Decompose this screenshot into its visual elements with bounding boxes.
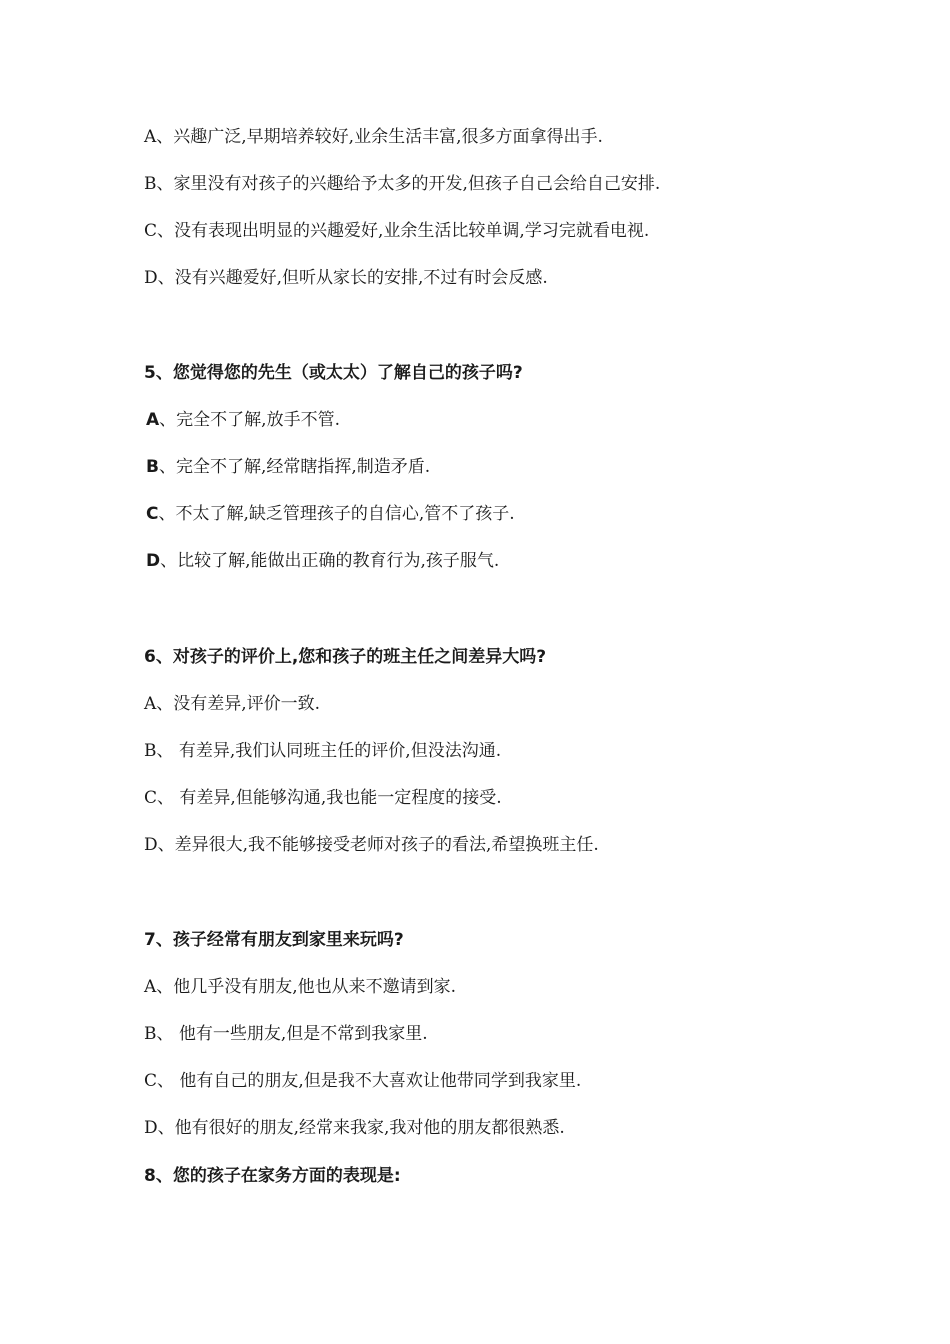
q5-option-c [146, 502, 515, 526]
q5-option-c-text: 、不太了解,缺乏管理孩子的自信心,管不了孩子. [158, 504, 515, 524]
q5-option-c-letter: C [146, 504, 159, 524]
q4-option-d: D、没有兴趣爱好,但听从家长的安排,不过有时会反感. [144, 268, 548, 288]
q7-option-d: D、他有很好的朋友,经常来我家,我对他的朋友都很熟悉. [144, 1118, 565, 1138]
q4-option-a: A、兴趣广泛,早期培养较好,业余生活丰富,很多方面拿得出手. [144, 127, 603, 147]
q5-option-b-text: 、完全不了解,经常瞎指挥,制造矛盾. [158, 457, 431, 477]
q5-option-d-text: 、比较了解,能做出正确的教育行为,孩子服气. [160, 551, 500, 571]
q7-option-a: A、他几乎没有朋友,他也从来不邀请到家. [144, 977, 457, 997]
q4-option-b: B、家里没有对孩子的兴趣给予太多的开发,但孩子自己会给自己安排. [144, 174, 661, 194]
q7-option-c: C、 他有自己的朋友,但是我不大喜欢让他带同学到我家里. [144, 1071, 582, 1091]
q5-option-d-letter: D [146, 551, 161, 571]
q6-option-a: A、没有差异,评价一致. [144, 694, 321, 714]
q8-question: 8、您的孩子在家务方面的表现是: [144, 1166, 401, 1186]
q5-option-a-letter: A [146, 410, 160, 430]
q5-option-b [146, 455, 430, 479]
q6-option-d: D、差异很大,我不能够接受老师对孩子的看法,希望换班主任. [144, 835, 599, 855]
q5-question: 5、您觉得您的先生（或太太）了解自己的孩子吗? [144, 363, 523, 383]
q4-option-c: C、没有表现出明显的兴趣爱好,业余生活比较单调,学习完就看电视. [144, 221, 650, 241]
q6-option-b: B、 有差异,我们认同班主任的评价,但没法沟通. [144, 741, 502, 761]
q5-option-d [146, 549, 499, 573]
q7-question: 7、孩子经常有朋友到家里来玩吗? [144, 930, 404, 950]
q5-option-a-text: 、完全不了解,放手不管. [159, 410, 340, 430]
q5-option-a [146, 408, 340, 432]
q5-option-b-letter: B [146, 457, 159, 477]
q6-question: 6、对孩子的评价上,您和孩子的班主任之间差异大吗? [144, 647, 547, 667]
q6-option-c: C、 有差异,但能够沟通,我也能一定程度的接受. [144, 788, 502, 808]
q7-option-b: B、 他有一些朋友,但是不常到我家里. [144, 1024, 428, 1044]
